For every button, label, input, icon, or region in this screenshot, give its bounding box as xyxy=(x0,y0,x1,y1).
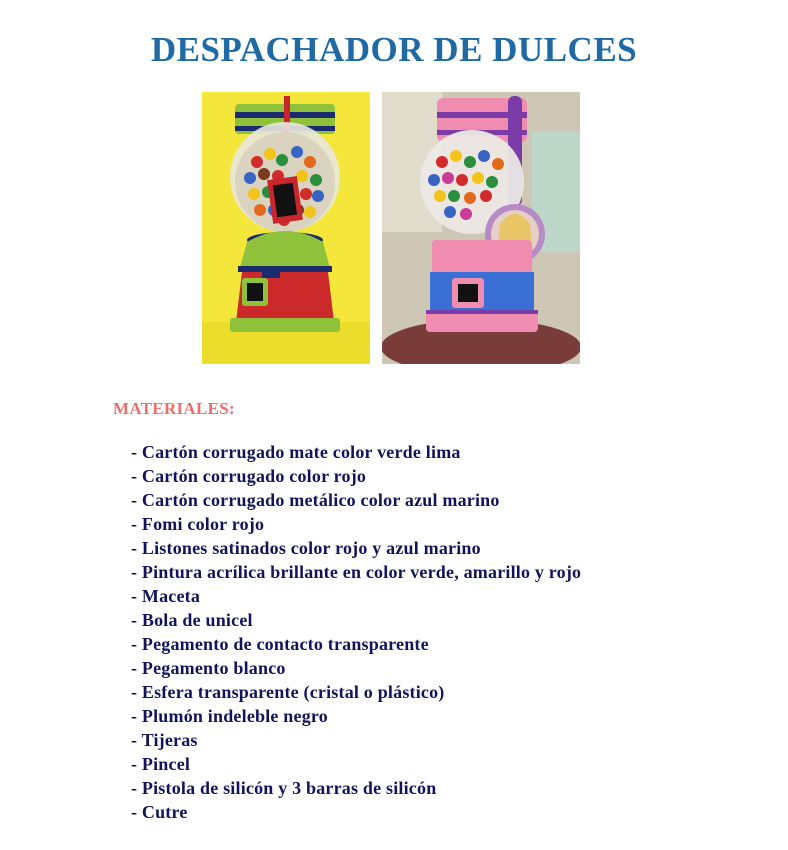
list-item: - Tijeras xyxy=(131,730,198,750)
list-item: - Cartón corrugado mate color verde lima xyxy=(131,442,461,462)
list-item: - Pistola de silicón y 3 barras de silicón xyxy=(131,778,437,798)
list-item: - Maceta xyxy=(131,586,201,606)
materials-heading: MATERIALES: xyxy=(113,399,236,418)
list-item: - Listones satinados color rojo y azul marino xyxy=(131,538,481,558)
list-item: - Cutre xyxy=(131,802,188,822)
list-item: - Bola de unicel xyxy=(131,610,253,630)
gumball-machine-photo-pink-blue xyxy=(382,92,580,364)
list-item: - Plumón indeleble negro xyxy=(131,706,328,726)
list-item: - Fomi color rojo xyxy=(131,514,265,534)
list-item: - Pintura acrílica brillante en color verde, amarillo y rojo xyxy=(131,562,582,582)
list-item: - Cartón corrugado color rojo xyxy=(131,466,367,486)
list-item: - Esfera transparente (cristal o plástico) xyxy=(131,682,445,702)
list-item: - Pegamento blanco xyxy=(131,658,286,678)
list-item: - Pegamento de contacto transparente xyxy=(131,634,429,654)
page-title: DESPACHADOR DE DULCES xyxy=(150,30,638,69)
list-item: - Cartón corrugado metálico color azul marino xyxy=(131,490,500,510)
list-item: - Pincel xyxy=(131,754,191,774)
materials-list xyxy=(131,440,581,824)
gumball-machine-photo-green-red xyxy=(202,92,370,364)
